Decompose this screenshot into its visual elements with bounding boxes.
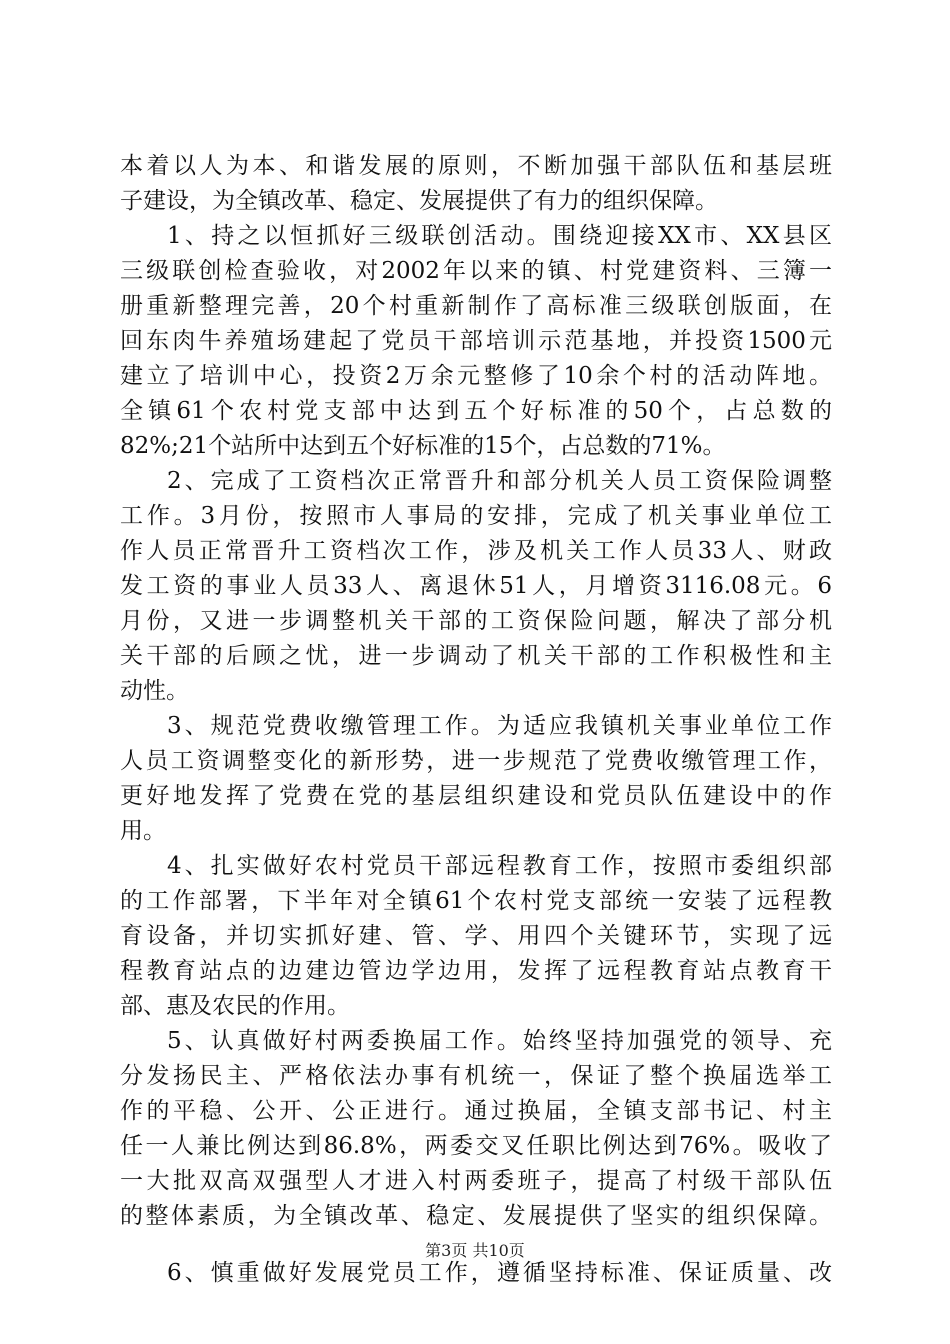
text-line: 程教育站点的边建边管边学边用，发挥了远程教育站点教育干 bbox=[120, 958, 832, 984]
paragraph-2-start: 2、完成了工资档次正常晋升和部分机关人员工资保险调整 bbox=[167, 468, 832, 494]
text-line: 本着以人为本、和谐发展的原则，不断加强干部队伍和基层班 bbox=[120, 153, 832, 179]
text-line: 作的平稳、公开、公正进行。通过换届，全镇支部书记、村主 bbox=[120, 1098, 832, 1124]
text-line: 动性。 bbox=[120, 678, 189, 704]
paragraph-1-start: 1、持之以恒抓好三级联创活动。围绕迎接XX市、XX县区 bbox=[167, 223, 832, 249]
text-line: 建立了培训中心，投资2万余元整修了10余个村的活动阵地。 bbox=[120, 363, 832, 389]
paragraph-5-start: 5、认真做好村两委换届工作。始终坚持加强党的领导、充 bbox=[167, 1028, 832, 1054]
text-line: 育设备，并切实抓好建、管、学、用四个关键环节，实现了远 bbox=[120, 923, 832, 949]
text-line: 月份，又进一步调整机关干部的工资保险问题，解决了部分机 bbox=[120, 608, 832, 634]
page-number: 第3页 共10页 bbox=[425, 1241, 525, 1260]
text-line: 全镇61个农村党支部中达到五个好标准的50个，占总数的 bbox=[120, 398, 832, 424]
text-line: 三级联创检查验收，对2002年以来的镇、村党建资料、三簿一 bbox=[120, 258, 832, 284]
text-line: 一大批双高双强型人才进入村两委班子，提高了村级干部队伍 bbox=[120, 1168, 832, 1194]
text-line: 任一人兼比例达到86.8%，两委交叉任职比例达到76%。吸收了 bbox=[120, 1133, 832, 1159]
text-line: 册重新整理完善，20个村重新制作了高标准三级联创版面，在 bbox=[120, 293, 832, 319]
text-line: 关干部的后顾之忧，进一步调动了机关干部的工作积极性和主 bbox=[120, 643, 832, 669]
text-line: 工作。3月份，按照市人事局的安排，完成了机关事业单位工 bbox=[120, 503, 832, 529]
paragraph-3-start: 3、规范党费收缴管理工作。为适应我镇机关事业单位工作 bbox=[167, 713, 832, 739]
text-line: 82%;21个站所中达到五个好标准的15个，占总数的71%。 bbox=[120, 433, 726, 459]
document-body bbox=[120, 149, 832, 1291]
text-line: 更好地发挥了党费在党的基层组织建设和党员队伍建设中的作 bbox=[120, 783, 832, 809]
text-line: 发工资的事业人员33人、离退休51人，月增资3116.08元。6 bbox=[120, 573, 832, 599]
text-line: 人员工资调整变化的新形势，进一步规范了党费收缴管理工作， bbox=[120, 748, 832, 774]
text-line: 回东肉牛养殖场建起了党员干部培训示范基地，并投资1500元 bbox=[120, 328, 832, 354]
paragraph-4-start: 4、扎实做好农村党员干部远程教育工作，按照市委组织部 bbox=[167, 853, 832, 879]
text-line: 用。 bbox=[120, 818, 166, 844]
text-line: 子建设，为全镇改革、稳定、发展提供了有力的组织保障。 bbox=[120, 188, 718, 214]
text-line: 分发扬民主、严格依法办事有机统一，保证了整个换届选举工 bbox=[120, 1063, 832, 1089]
text-line: 部、惠及农民的作用。 bbox=[120, 993, 350, 1019]
page-footer bbox=[0, 1241, 950, 1261]
text-line: 作人员正常晋升工资档次工作，涉及机关工作人员33人、财政 bbox=[120, 538, 832, 564]
text-line: 的整体素质，为全镇改革、稳定、发展提供了坚实的组织保障。 bbox=[120, 1203, 832, 1229]
paragraph-6-start: 6、慎重做好发展党员工作，遵循坚持标准、保证质量、改 bbox=[167, 1260, 832, 1286]
text-line: 的工作部署，下半年对全镇61个农村党支部统一安装了远程教 bbox=[120, 888, 832, 914]
